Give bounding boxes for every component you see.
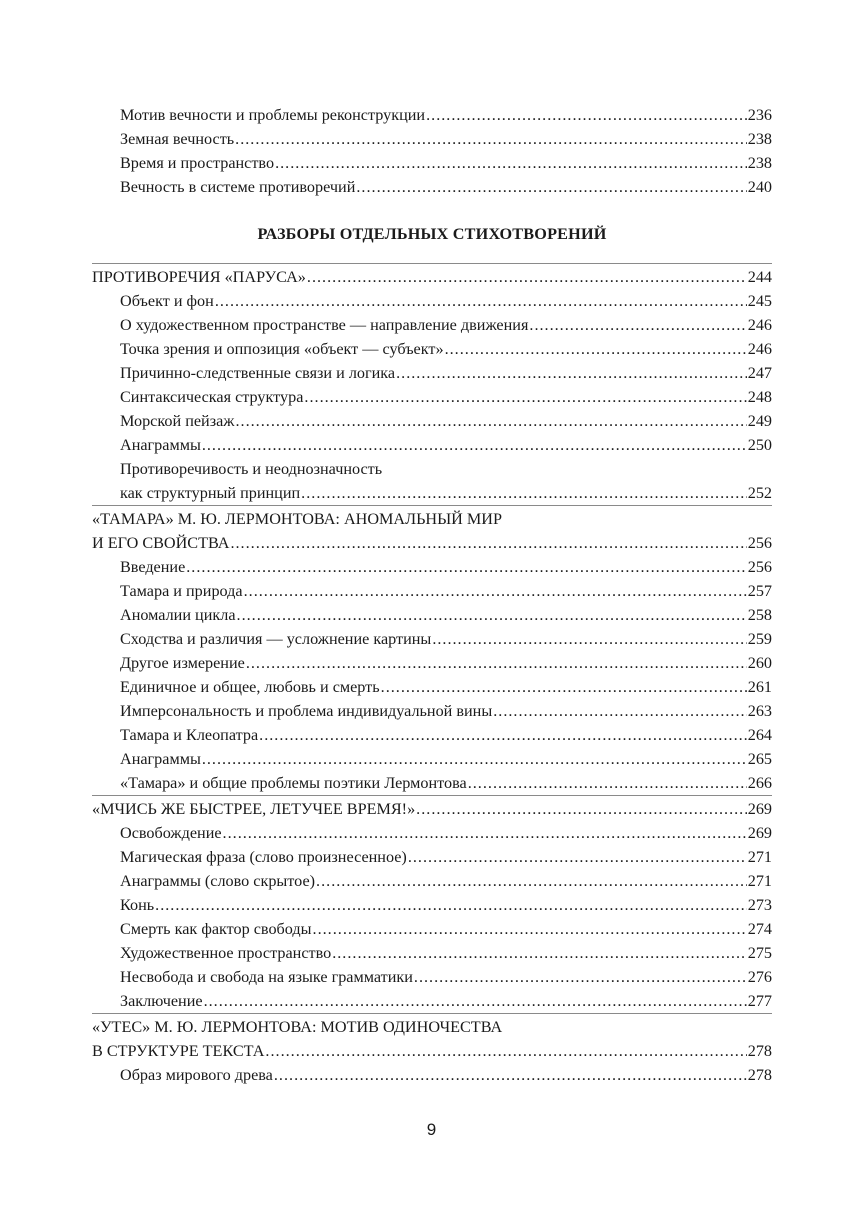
dot-leader (275, 151, 747, 175)
toc-entry-title: Мотив вечности и проблемы реконструкции (120, 106, 426, 124)
toc-entry (92, 313, 772, 337)
toc-entry-title: Синтаксическая структура (120, 388, 304, 406)
toc-entry-title: Магическая фраза (слово произнесенное) (120, 848, 407, 866)
toc-entry-title: Освобождение (120, 824, 222, 842)
toc-entry-page: 277 (747, 992, 772, 1010)
toc-entry (92, 965, 772, 989)
toc-entry (92, 579, 772, 603)
toc-entry-title: Сходства и различия — усложнение картины (120, 630, 432, 648)
toc-entry (92, 433, 772, 457)
dot-leader (202, 433, 747, 457)
toc-entry-page: 247 (747, 364, 772, 382)
dot-leader (529, 313, 746, 337)
toc-chapter-title: ПРОТИВОРЕЧИЯ «ПАРУСА» (92, 268, 306, 286)
dot-leader (274, 1063, 747, 1087)
toc-chapter-title: «МЧИСЬ ЖЕ БЫСТРЕЕ, ЛЕТУЧЕЕ ВРЕМЯ!» (92, 800, 416, 818)
toc-entry (92, 603, 772, 627)
toc-chapter-page: 278 (747, 1042, 772, 1060)
dot-leader (332, 941, 747, 965)
toc-entry-title: Заключение (120, 992, 203, 1010)
dot-leader (432, 627, 746, 651)
toc-chapter-entry (92, 797, 772, 821)
dot-leader (223, 821, 747, 845)
toc-entry (92, 1063, 772, 1087)
dot-leader (408, 845, 747, 869)
top-entries (92, 103, 772, 199)
dot-leader (316, 869, 747, 893)
dot-leader (204, 989, 747, 1013)
toc-entry (92, 409, 772, 433)
toc-chapter-entry (92, 1039, 772, 1063)
toc-entry-page: 276 (747, 968, 772, 986)
toc-entry-title: Аномалии цикла (120, 606, 236, 624)
toc-entry (92, 917, 772, 941)
dot-leader (307, 265, 747, 289)
toc-entry-title: Морской пейзаж (120, 412, 235, 430)
dot-leader (202, 747, 747, 771)
toc-entry (92, 127, 772, 151)
toc-entry-page: 266 (747, 774, 772, 792)
dot-leader (416, 797, 747, 821)
toc-entry-title: Точка зрения и оппозиция «объект — субъект» (120, 340, 444, 358)
toc-chapter-page: 244 (747, 268, 772, 286)
dot-leader (235, 409, 746, 433)
toc-group-vremya (92, 795, 772, 1013)
toc-entry (92, 481, 772, 505)
dot-leader (230, 531, 746, 555)
dot-leader (186, 555, 746, 579)
toc-entry (92, 699, 772, 723)
toc-entry-title: Конь (120, 896, 155, 914)
toc-entry-page: 257 (747, 582, 772, 600)
toc-entry (92, 845, 772, 869)
toc-entry-title: Тамара и Клеопатра (120, 726, 259, 744)
toc-entry-page: 273 (747, 896, 772, 914)
toc-entry-title-line: Противоречивость и неоднозначность (120, 460, 383, 478)
toc-entry-page: 238 (747, 130, 772, 148)
toc-entry (92, 361, 772, 385)
toc-entry-title: Несвобода и свобода на языке грамматики (120, 968, 413, 986)
toc-entry (92, 385, 772, 409)
toc-entry-page: 250 (747, 436, 772, 454)
toc-entry-page: 259 (747, 630, 772, 648)
toc-entry-page: 236 (747, 106, 772, 124)
toc-chapter-title-line: «ТАМАРА» М. Ю. ЛЕРМОНТОВА: АНОМАЛЬНЫЙ МИР (92, 510, 503, 528)
dot-leader (445, 337, 747, 361)
toc-entry-title: «Тамара» и общие проблемы поэтики Лермонтова (120, 774, 467, 792)
dot-leader (356, 175, 746, 199)
toc-entry (92, 821, 772, 845)
toc-entry-page: 261 (747, 678, 772, 696)
toc-entry (92, 747, 772, 771)
toc-entry (92, 893, 772, 917)
toc-entry-page: 275 (747, 944, 772, 962)
toc-chapter-entry (92, 265, 772, 289)
toc-entry (92, 989, 772, 1013)
dot-leader (235, 127, 747, 151)
toc-entry-page: 263 (747, 702, 772, 720)
toc-entry-title: Имперсональность и проблема индивидуальной вины (120, 702, 493, 720)
dot-leader (265, 1039, 746, 1063)
toc-entry (92, 869, 772, 893)
toc-entry-page: 265 (747, 750, 772, 768)
toc-chapter-title: В СТРУКТУРЕ ТЕКСТА (92, 1042, 265, 1060)
toc-entry-page: 252 (747, 484, 772, 502)
toc-chapter-page: 256 (747, 534, 772, 552)
dot-leader (468, 771, 747, 795)
toc-entry-page: 258 (747, 606, 772, 624)
toc-entry (92, 651, 772, 675)
toc-chapter-page: 269 (747, 800, 772, 818)
toc-entry-title: Время и пространство (120, 154, 275, 172)
dot-leader (304, 385, 746, 409)
dot-leader (396, 361, 747, 385)
toc-entry (92, 103, 772, 127)
toc-entry-title: Другое измерение (120, 654, 245, 672)
toc-entry-page: 271 (747, 848, 772, 866)
toc-entry-title: О художественном пространстве — направление движения (120, 316, 529, 334)
toc-entry-title: Анаграммы (слово скрытое) (120, 872, 316, 890)
toc-entry-title: Тамара и природа (120, 582, 243, 600)
toc-entry (92, 337, 772, 361)
toc-entry-title: Земная вечность (120, 130, 235, 148)
toc-entry (92, 627, 772, 651)
toc-entry-page: 245 (747, 292, 772, 310)
toc-entry-page: 260 (747, 654, 772, 672)
toc-entry-page: 246 (747, 340, 772, 358)
toc-chapter-title-line: «УТЕС» М. Ю. ЛЕРМОНТОВА: МОТИВ ОДИНОЧЕСТВА (92, 1018, 503, 1036)
toc-entry-title: Анаграммы (120, 750, 201, 768)
toc-group-tamara (92, 505, 772, 795)
dot-leader (301, 481, 747, 505)
toc-entry-title: Причинно-следственные связи и логика (120, 364, 396, 382)
toc-entry (92, 151, 772, 175)
section-heading: РАЗБОРЫ ОТДЕЛЬНЫХ СТИХОТВОРЕНИЙ (257, 225, 607, 243)
toc-entry (92, 723, 772, 747)
toc-entry-title: Вечность в системе противоречий (120, 178, 356, 196)
dot-leader (244, 579, 747, 603)
dot-leader (155, 893, 747, 917)
dot-leader (259, 723, 747, 747)
toc-chapter-entry (92, 531, 772, 555)
toc-entry-title: Объект и фон (120, 292, 214, 310)
toc-group-utes (92, 1013, 772, 1087)
toc-entry-page: 246 (747, 316, 772, 334)
table-of-contents (92, 103, 772, 1087)
dot-leader (426, 103, 747, 127)
toc-entry-page: 248 (747, 388, 772, 406)
toc-entry (92, 175, 772, 199)
toc-entry (92, 675, 772, 699)
toc-entry-title: Смерть как фактор свободы (120, 920, 312, 938)
dot-leader (215, 289, 747, 313)
page-number: 9 (426, 1120, 437, 1139)
toc-chapter-title: И ЕГО СВОЙСТВА (92, 534, 230, 552)
dot-leader (313, 917, 747, 941)
toc-group-parus (92, 263, 772, 505)
dot-leader (493, 699, 747, 723)
toc-entry-page: 269 (747, 824, 772, 842)
toc-entry-page: 278 (747, 1066, 772, 1084)
toc-entry-page: 240 (747, 178, 772, 196)
dot-leader (414, 965, 747, 989)
toc-entry-page: 264 (747, 726, 772, 744)
toc-entry-title: как структурный принцип (120, 484, 301, 502)
dot-leader (246, 651, 747, 675)
toc-entry-title: Анаграммы (120, 436, 201, 454)
toc-entry-title: Единичное и общее, любовь и смерть (120, 678, 380, 696)
dot-leader (237, 603, 747, 627)
toc-entry-title: Образ мирового древа (120, 1066, 273, 1084)
toc-entry-page: 274 (747, 920, 772, 938)
toc-entry-page: 271 (747, 872, 772, 890)
toc-entry (92, 289, 772, 313)
toc-entry-page: 238 (747, 154, 772, 172)
toc-entry-page: 249 (747, 412, 772, 430)
toc-entry-title: Введение (120, 558, 186, 576)
toc-entry-page: 256 (747, 558, 772, 576)
dot-leader (381, 675, 747, 699)
toc-entry (92, 555, 772, 579)
toc-entry (92, 941, 772, 965)
toc-entry-title: Художественное пространство (120, 944, 332, 962)
toc-entry (92, 771, 772, 795)
